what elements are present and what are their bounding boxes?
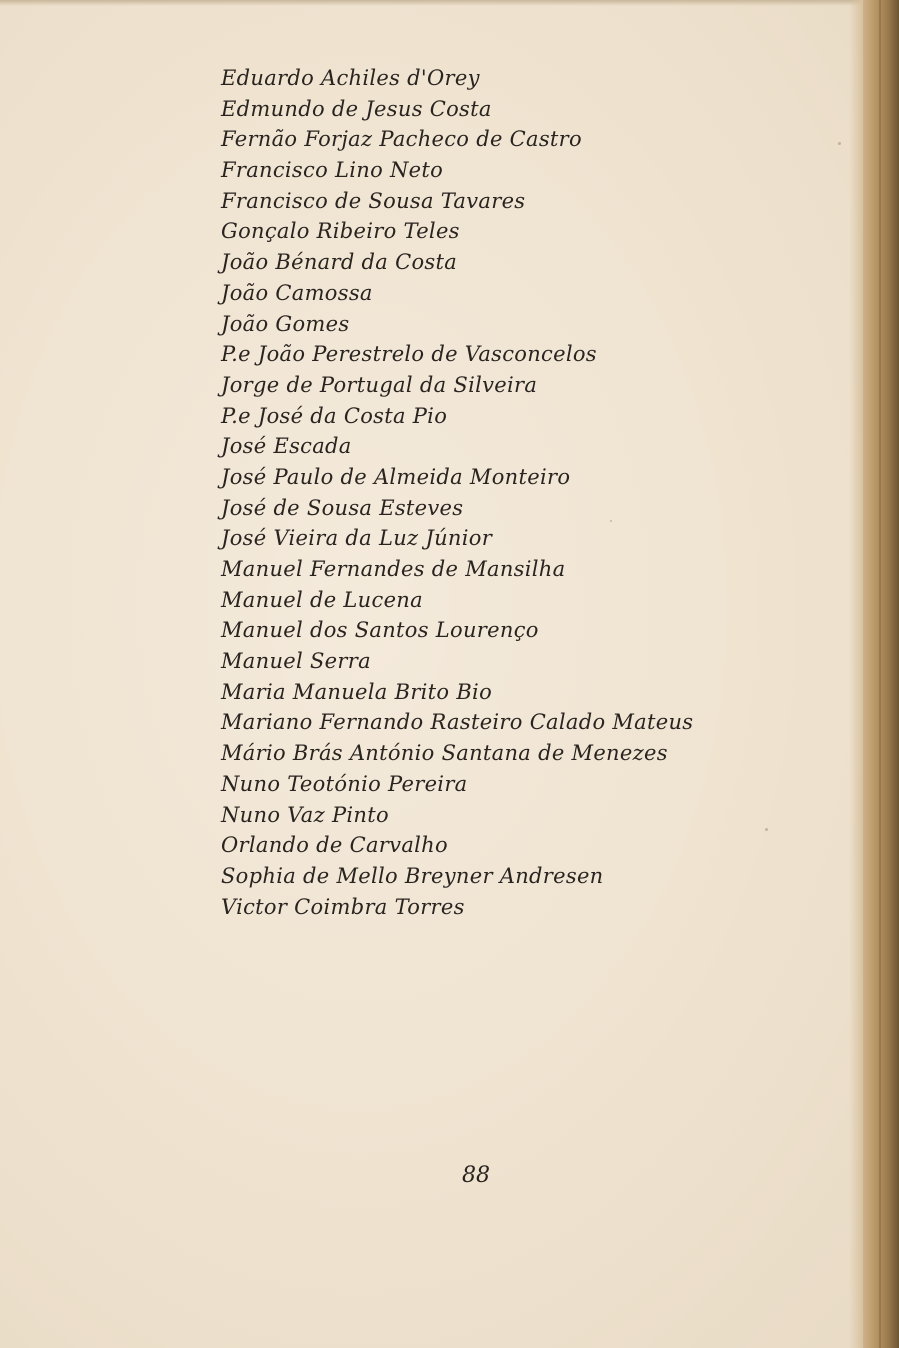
list-item: P.e José da Costa Pio: [221, 403, 448, 428]
paper-speck: [838, 142, 841, 145]
page-top-edge: [0, 0, 899, 6]
list-item: José de Sousa Esteves: [221, 495, 464, 520]
list-item: João Camossa: [221, 280, 373, 305]
list-item: P.e João Perestrelo de Vasconcelos: [221, 342, 597, 367]
list-item: José Vieira da Luz Júnior: [221, 526, 493, 551]
list-item: Fernão Forjaz Pacheco de Castro: [221, 127, 582, 152]
spine-crease: [879, 0, 881, 1348]
list-item: João Bénard da Costa: [221, 250, 458, 275]
list-item: José Escada: [221, 434, 352, 459]
list-item: Orlando de Carvalho: [221, 833, 448, 858]
list-item: José Paulo de Almeida Monteiro: [221, 464, 571, 489]
list-item: Eduardo Achiles d'Orey: [221, 66, 480, 90]
list-item: Mariano Fernando Rasteiro Calado Mateus: [221, 710, 694, 735]
book-spine: [863, 0, 899, 1348]
spine-shadow: [849, 0, 863, 1348]
list-item: Nuno Teotónio Pereira: [221, 771, 468, 796]
list-item: Maria Manuela Brito Bio: [221, 679, 493, 704]
list-item: Manuel de Lucena: [221, 587, 423, 612]
list-item: Gonçalo Ribeiro Teles: [221, 219, 460, 244]
list-item: Sophia de Mello Breyner Andresen: [221, 863, 604, 888]
list-item: Nuno Vaz Pinto: [221, 802, 389, 827]
signatory-name-list: [221, 63, 821, 922]
list-item: Francisco Lino Neto: [221, 158, 444, 183]
list-item: Manuel Fernandes de Mansilha: [221, 557, 566, 581]
list-item: Manuel Serra: [221, 649, 371, 674]
list-item: Edmundo de Jesus Costa: [221, 96, 492, 121]
list-item: João Gomes: [221, 311, 350, 336]
list-item: Mário Brás António Santana de Menezes: [221, 741, 668, 766]
page-number: 88: [462, 1163, 490, 1188]
list-item: Jorge de Portugal da Silveira: [221, 372, 538, 397]
list-item: Francisco de Sousa Tavares: [221, 188, 526, 213]
list-item: Manuel dos Santos Lourenço: [221, 618, 539, 643]
list-item: Victor Coimbra Torres: [221, 894, 465, 919]
